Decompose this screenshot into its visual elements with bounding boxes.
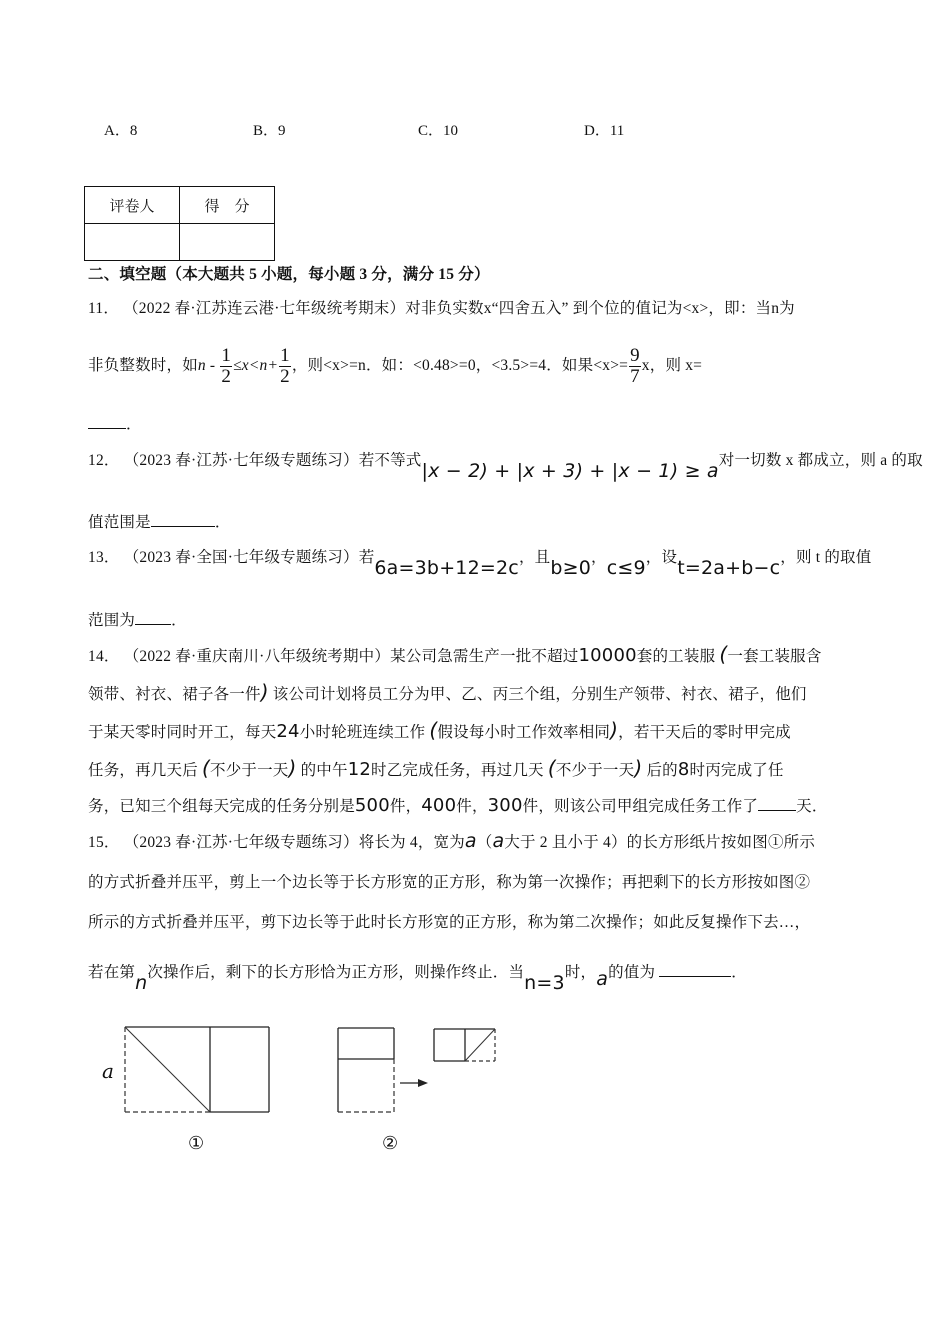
question-12-line-1 [88, 448, 923, 482]
question-15-line-2: 的方式折叠并压平，剪上一个边长等于长方形宽的正方形，称为第一次操作；再把剩下的长方形按如图② [88, 874, 811, 891]
question-14-line-2: 领带、衬衣、裙子各一件) 该公司计划将员工分为甲、乙、丙三个组，分别生产领带、衬衣、裙子，他们 [88, 680, 807, 704]
t-expression: t=2a+b−c [677, 557, 781, 579]
question-text: 值范围是 [88, 514, 151, 531]
question-12-line-2: 值范围是 ． [88, 514, 231, 531]
question-number: 11． [88, 300, 120, 317]
score-table [84, 186, 275, 261]
question-11-line-1 [88, 296, 795, 318]
answer-blank[interactable] [88, 414, 126, 429]
question-14-line-1: 14． （2022 春·重庆南川·八年级统考期中）某公司急需生产一批不超过10000套的工装服 (一套工装服含 [88, 642, 822, 666]
fraction-nine-sevenths: $\frac{9}{7}$ [630, 345, 640, 387]
question-text: 范围为 [88, 612, 136, 629]
math-expression: n - [197, 357, 216, 375]
question-text: x，则 x= [641, 357, 703, 375]
option-c: C．10 [418, 123, 459, 139]
section-heading: 二、填空题（本大题共 5 小题，每小题 3 分，满分 15 分） [88, 266, 490, 283]
question-15-line-4: 若在第n次操作后，剩下的长方形恰为正方形，则操作终止．当n=3时，a的值为 ． [88, 964, 747, 994]
question-source: （2023 春·江苏·七年级专题练习） [123, 834, 359, 851]
math-expression: ≤x<n+ [233, 357, 279, 375]
question-number: 13． [88, 549, 120, 566]
question-source: （2023 春·江苏·七年级专题练习） [123, 452, 359, 469]
question-source: （2022 春·重庆南川·八年级统考期中） [123, 648, 391, 665]
question-text: 对非负实数x“四舍五入” 到个位的值记为<x>，即：当n为 [405, 300, 795, 317]
figure-1 [90, 1015, 290, 1170]
question-15-line-3: 所示的方式折叠并压平，剪下边长等于此时长方形宽的正方形，称为第二次操作；如此反复操作下去…， [88, 914, 811, 931]
figure-1-caption: ① [188, 1133, 205, 1154]
option-d: D．11 [584, 123, 625, 139]
question-source: （2023 春·全国·七年级专题练习） [123, 549, 359, 566]
fraction-one-half: $\frac{1}{2}$ [280, 345, 290, 387]
answer-blank[interactable] [151, 512, 215, 527]
question-14-line-4: 任务，再几天后 (不少于一天) 的中午12时乙完成任务，再过几天 (不少于一天) 后的8时丙完成了任 [88, 756, 784, 780]
option-a: A．8 [104, 123, 138, 139]
answer-blank[interactable] [135, 610, 171, 625]
question-text: 对一切数 x 都成立，则 a 的取 [718, 452, 923, 469]
equation-expression: 6a=3b+12=2c [374, 557, 519, 579]
question-text: ，则<x>=n．如：<0.48>=0，<3.5>=4．如果<x>= [291, 357, 629, 375]
inequality-c: c≤9 [606, 557, 646, 579]
score-header: 得 分 [180, 187, 275, 224]
question-text: 若不等式 [358, 452, 422, 469]
question-14-line-3: 于某天零时同时开工，每天24小时轮班连续工作 (假设每小时工作效率相同)，若干天后的零时甲完成 [88, 718, 791, 742]
width-label-a: a [102, 1059, 114, 1083]
inequality-expression: |x − 2) + |x + 3) + |x − 1) ≥ a [421, 460, 719, 482]
question-number: 15． [88, 834, 120, 851]
inequality-b: b≥0 [550, 557, 592, 579]
grader-cell[interactable] [85, 224, 180, 261]
question-number: 12． [88, 452, 120, 469]
question-13-line-1: 13． （2023 春·全国·七年级专题练习）若6a=3b+12=2c，且b≥0，c≤9，设t=2a+b−c，则 t 的取值 [88, 549, 872, 579]
answer-blank[interactable] [758, 796, 796, 811]
figure-2-caption: ② [382, 1133, 399, 1154]
question-15-line-1: 15． （2023 春·江苏·七年级专题练习）将长为 4，宽为a（a大于 2 且小于 4）的长方形纸片按如图①所示 [88, 830, 816, 852]
question-text: 若 [358, 549, 375, 566]
question-11-line-3: ． [88, 412, 142, 434]
figure-2 [320, 1015, 510, 1170]
fraction-one-half: $\frac{1}{2}$ [221, 345, 232, 387]
question-14-line-5: 务，已知三个组每天完成的任务分别是500件，400件，300件，则该公司甲组完成任务工作了 天． [88, 795, 828, 816]
score-cell[interactable] [180, 224, 275, 261]
grader-header: 评卷人 [85, 187, 180, 224]
question-11-line-2 [88, 346, 702, 387]
option-b: B．9 [253, 123, 286, 139]
folding-diagram-2 [320, 1015, 510, 1165]
question-source: （2022 春·江苏连云港·七年级统考期末） [123, 300, 406, 317]
question-number: 14． [88, 648, 120, 665]
question-text: 非负整数时，如 [88, 357, 198, 375]
answer-blank[interactable] [659, 962, 731, 977]
question-13-line-2: 范围为 ． [88, 612, 187, 629]
